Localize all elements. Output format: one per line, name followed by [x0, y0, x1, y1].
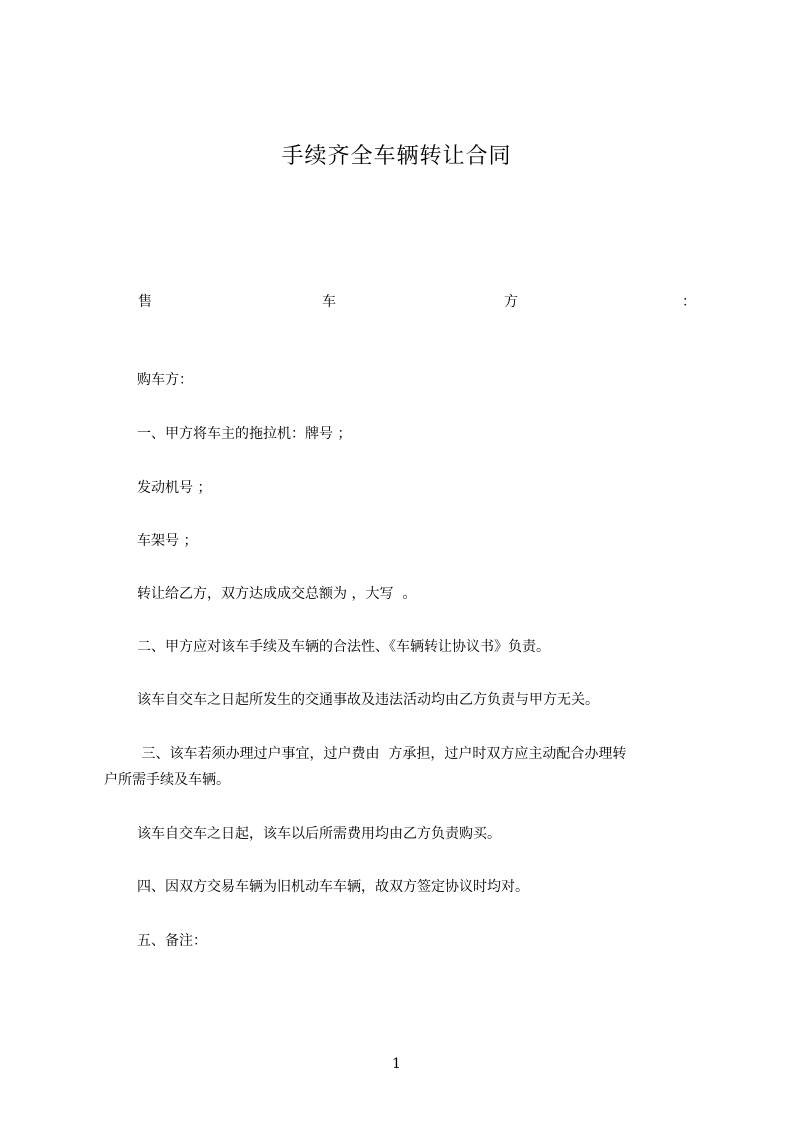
expense-line: 该车自交车之日起，该车以后所需费用均由乙方负责购买。: [137, 826, 501, 842]
engine-number-line: 发动机号 ；: [137, 480, 212, 496]
clause-3-line-2: 户所需手续及车辆。: [104, 772, 230, 788]
clause-1-plate: 一、甲方将车主的拖拉机：牌号 ；: [137, 426, 352, 442]
seller-char-3: 方: [504, 294, 518, 310]
liability-line: 该车自交车之日起所发生的交通事故及违法活动均由乙方负责与甲方无关。: [137, 692, 599, 708]
seller-char-1: 售: [138, 294, 152, 310]
clause-2: 二、甲方应对该车手续及车辆的合法性、《车辆转让协议书》负责。: [137, 639, 550, 655]
page-number: 1: [392, 1056, 401, 1072]
clause-3-line-1: 三、该车若须办理过户事宜，过户费由 方承担，过户时双方应主动配合办理转: [137, 746, 627, 762]
clause-4: 四、因双方交易车辆为旧机动车车辆，故双方签定协议时均对。: [137, 879, 529, 895]
buyer-line: 购车方：: [137, 372, 193, 388]
frame-number-line: 车架号 ；: [137, 533, 198, 549]
seller-char-2: 车: [322, 294, 336, 310]
seller-line: [138, 290, 694, 314]
clause-5-remarks: 五、备注：: [137, 933, 207, 949]
seller-colon: ：: [682, 294, 696, 310]
contract-title: 手续齐全车辆转让合同: [281, 144, 512, 169]
transfer-amount-line: 转让给乙方，双方达成成交总额为 ，大写 。: [137, 586, 417, 602]
